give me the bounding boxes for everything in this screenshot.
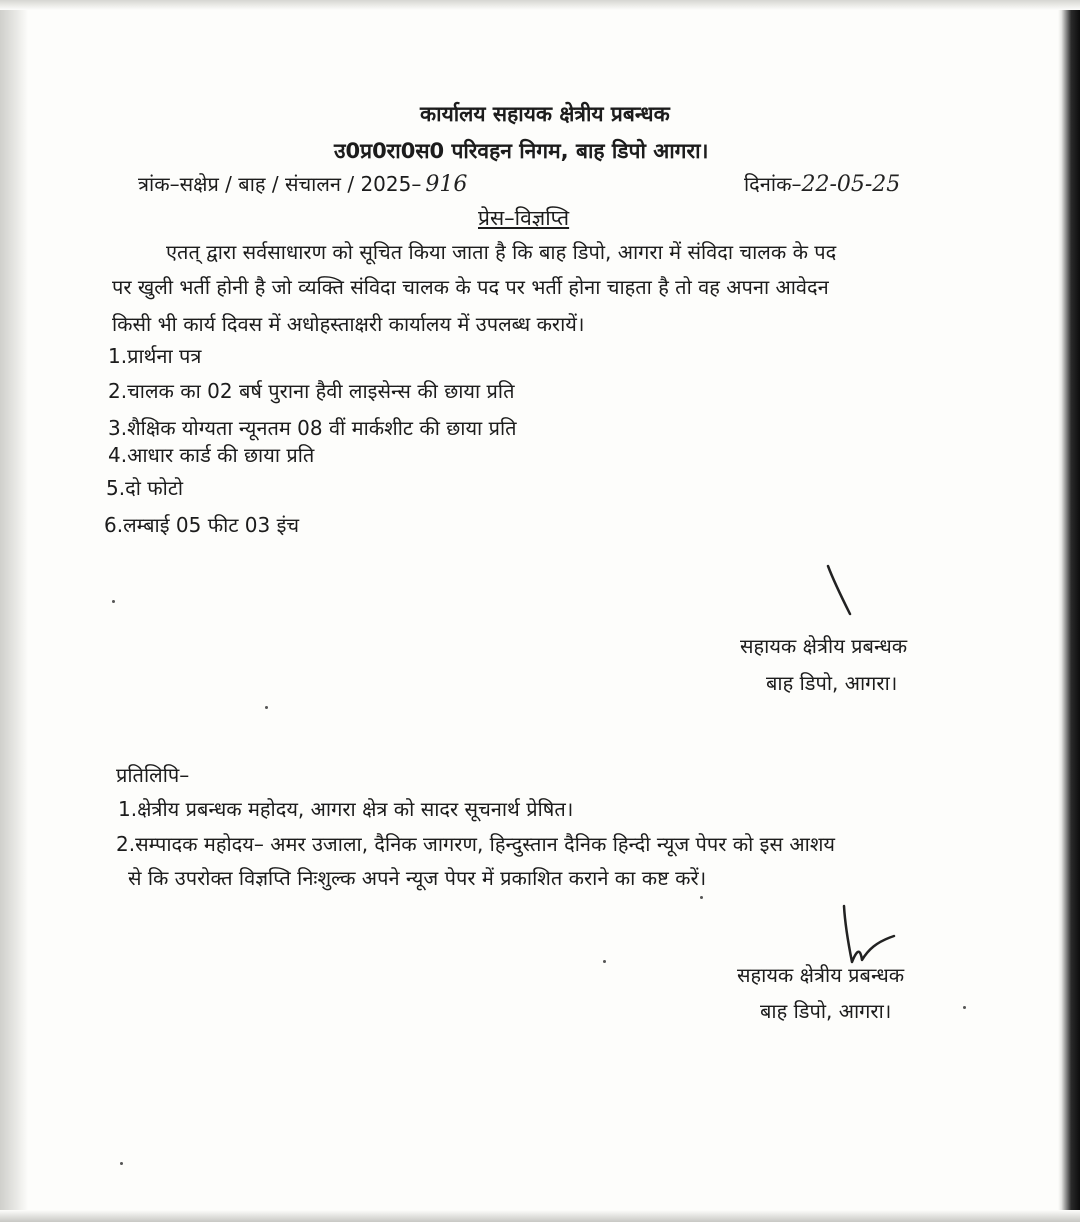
list-item: 2.चालक का 02 बर्ष पुराना हैवी लाइसेन्स की छाया प्रति xyxy=(108,379,515,403)
reference-prefix: त्रांक–सक्षेप्र / बाह / संचालन / 2025– xyxy=(138,172,422,196)
signatory-place: बाह डिपो, आगरा। xyxy=(760,999,892,1023)
body-line-1: एतत् द्वारा सर्वसाधारण को सूचित किया जाता है कि बाह डिपो, आगरा में संविदा चालक के पद xyxy=(166,240,837,264)
reference-number: 916 xyxy=(425,172,468,197)
signature-mark xyxy=(820,562,860,618)
list-item: 3.शैक्षिक योग्यता न्यूनतम 08 वीं मार्कशीट की छाया प्रति xyxy=(108,416,517,440)
scan-edge-left xyxy=(0,0,28,1222)
scan-speck xyxy=(700,896,703,899)
notice-title: प्रेस–विज्ञप्ति xyxy=(478,206,570,230)
scan-speck xyxy=(963,1006,966,1009)
copy-item-2-line-2: से कि उपरोक्त विज्ञप्ति निःशुल्क अपने न्यूज पेपर में प्रकाशित कराने का कष्ट करें। xyxy=(128,866,707,890)
signatory-designation: सहायक क्षेत्रीय प्रबन्धक xyxy=(740,634,908,658)
scan-edge-right xyxy=(1058,0,1080,1222)
scan-speck xyxy=(120,1162,123,1165)
date-label: दिनांक– xyxy=(744,172,802,196)
list-item: 6.लम्बाई 05 फीट 03 इंच xyxy=(104,513,300,537)
body-line-2: पर खुली भर्ती होनी है जो व्यक्ति संविदा चालक के पद पर भर्ती होना चाहता है तो वह अपना आवेदन xyxy=(112,275,829,299)
copy-heading: प्रतिलिपि– xyxy=(116,763,190,787)
scan-speck xyxy=(265,706,268,709)
body-line-3: किसी भी कार्य दिवस में अधोहस्ताक्षरी कार्यालय में उपलब्ध करायें। xyxy=(112,312,585,336)
list-item: 4.आधार कार्ड की छाया प्रति xyxy=(108,443,315,467)
list-item: 1.प्रार्थना पत्र xyxy=(108,344,202,368)
signature-mark xyxy=(832,902,902,972)
scan-edge-top xyxy=(0,0,1080,10)
date-value: 22-05-25 xyxy=(801,172,901,197)
reference-line xyxy=(138,172,467,197)
date-line xyxy=(744,172,900,197)
office-subtitle: उ0प्र0रा0स0 परिवहन निगम, बाह डिपो आगरा। xyxy=(334,139,709,163)
signatory-designation: सहायक क्षेत्रीय प्रबन्धक xyxy=(737,963,905,987)
scan-speck xyxy=(603,960,606,963)
scan-speck xyxy=(112,600,115,603)
list-item: 5.दो फोटो xyxy=(106,476,184,500)
copy-item-2-line-1: 2.सम्पादक महोदय– अमर उजाला, दैनिक जागरण, हिन्दुस्तान दैनिक हिन्दी न्यूज पेपर को इस आशय xyxy=(116,832,836,856)
copy-item-1: 1.क्षेत्रीय प्रबन्धक महोदय, आगरा क्षेत्र को सादर सूचनार्थ प्रेषित। xyxy=(118,797,574,821)
signatory-place: बाह डिपो, आगरा। xyxy=(766,671,898,695)
office-title: कार्यालय सहायक क्षेत्रीय प्रबन्धक xyxy=(420,102,670,126)
scan-edge-bottom xyxy=(0,1210,1080,1222)
